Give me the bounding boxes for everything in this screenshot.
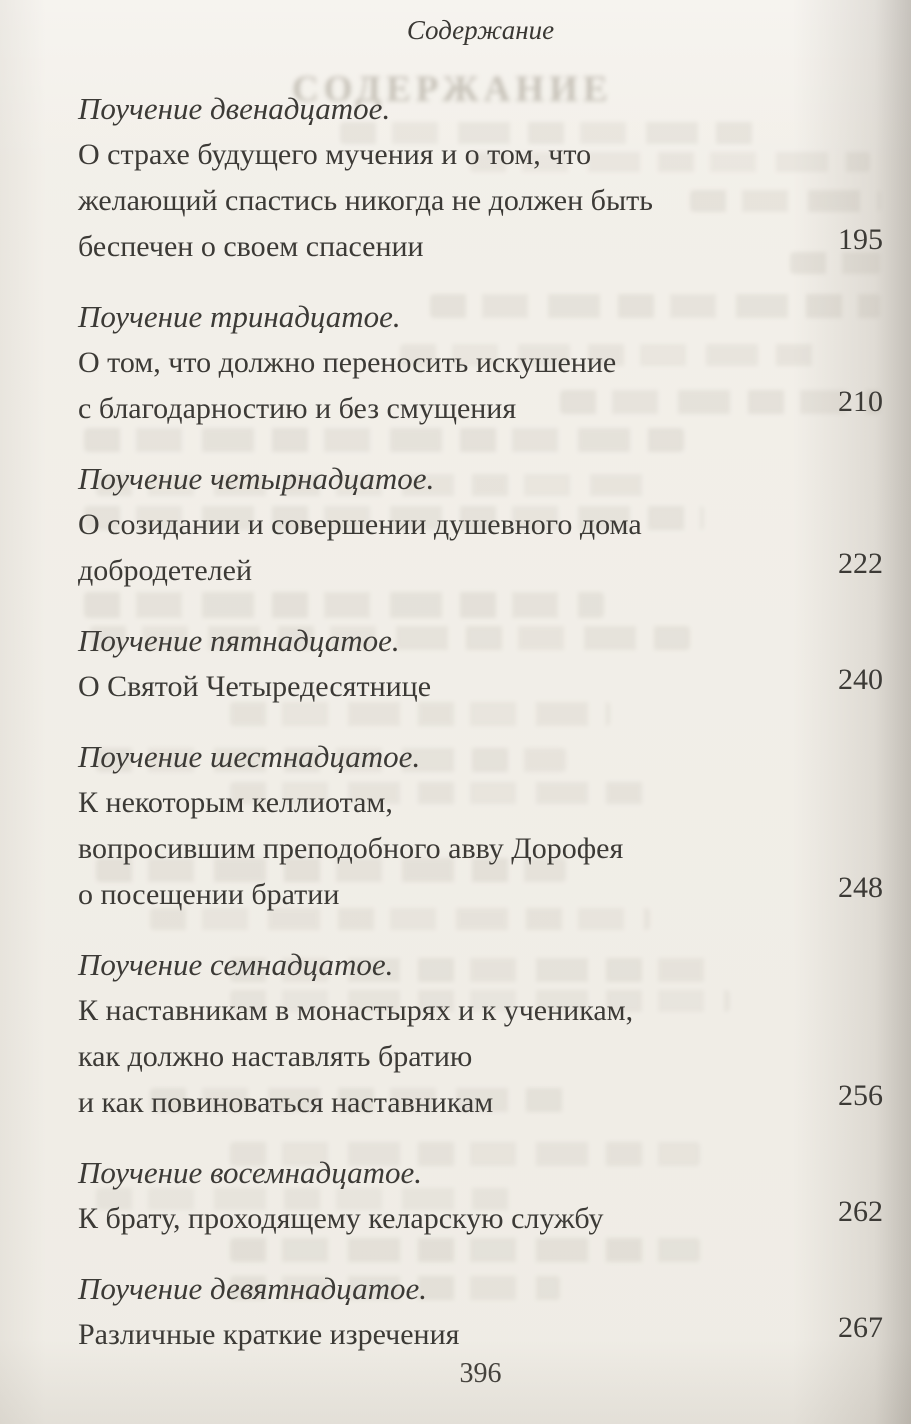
toc-entry bbox=[78, 1266, 883, 1358]
entry-line: О Святой Четыредесятнице bbox=[78, 670, 432, 703]
entry-title: Поучение восемнадцатое. bbox=[78, 1155, 422, 1190]
entry-page-number: 262 bbox=[838, 1195, 883, 1228]
entry-title: Поучение семнадцатое. bbox=[78, 947, 394, 982]
entry-title: Поучение четырнадцатое. bbox=[78, 461, 435, 496]
entry-title: Поучение девятнадцатое. bbox=[78, 1271, 427, 1306]
entry-page-number: 256 bbox=[838, 1079, 883, 1112]
entry-page-number: 222 bbox=[838, 547, 883, 580]
entry-line: добродетелей bbox=[78, 554, 253, 587]
entry-title: Поучение двенадцатое. bbox=[78, 91, 391, 126]
entry-line: О созидании и совершении душевного дома bbox=[78, 508, 642, 541]
entry-line: К брату, проходящему келарскую службу bbox=[78, 1202, 604, 1235]
toc-entry bbox=[78, 86, 883, 270]
toc-content bbox=[78, 14, 883, 1382]
entry-line: беспечен о своем спасении bbox=[78, 230, 424, 263]
toc-entry bbox=[78, 1150, 883, 1242]
entry-page-number: 248 bbox=[838, 871, 883, 904]
folio-page-number: 396 bbox=[459, 1358, 502, 1389]
entry-title: Поучение пятнадцатое. bbox=[78, 623, 400, 658]
toc-entry bbox=[78, 618, 883, 710]
entry-line: К наставникам в монастырях и к ученикам, bbox=[78, 994, 634, 1027]
entry-title: Поучение шестнадцатое. bbox=[78, 739, 421, 774]
entry-line: О том, что должно переносить искушение bbox=[78, 346, 617, 379]
entry-page-number: 195 bbox=[838, 223, 883, 256]
toc-entry bbox=[78, 456, 883, 594]
entry-line: О страхе будущего мучения и о том, что bbox=[78, 138, 592, 171]
toc-entry bbox=[78, 734, 883, 918]
entry-line: с благодарностию и без смущения bbox=[78, 392, 517, 425]
entry-line: как должно наставлять братию bbox=[78, 1040, 473, 1073]
entry-line: К некоторым келлиотам, bbox=[78, 786, 393, 819]
toc-entry bbox=[78, 942, 883, 1126]
entry-line: о посещении братии bbox=[78, 878, 340, 911]
entry-line: Различные краткие изречения bbox=[78, 1318, 460, 1351]
toc-entry bbox=[78, 294, 883, 432]
entry-page-number: 267 bbox=[838, 1311, 883, 1344]
showthrough-heading: СОДЕРЖАНИЕ bbox=[292, 69, 613, 110]
entry-line: желающий спастись никогда не должен быть bbox=[78, 184, 653, 217]
entry-page-number: 240 bbox=[838, 663, 883, 696]
entry-line: вопросившим преподобного авву Дорофея bbox=[78, 832, 624, 865]
entry-title: Поучение тринадцатое. bbox=[78, 299, 401, 334]
entry-line: и как повиноваться наставникам bbox=[78, 1086, 494, 1119]
entry-page-number: 210 bbox=[838, 385, 883, 418]
page-title: Содержание bbox=[406, 15, 555, 45]
